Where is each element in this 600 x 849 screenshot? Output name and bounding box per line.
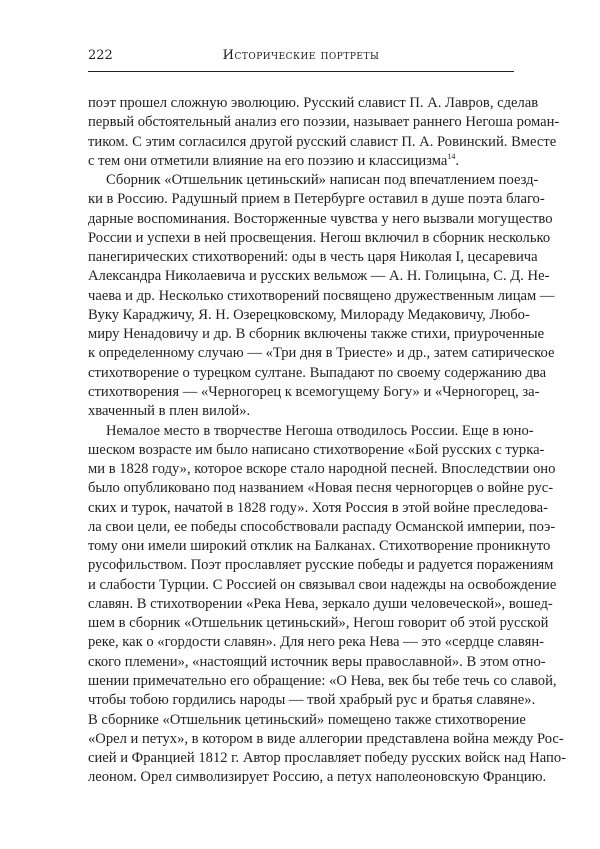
line-text: тому они имели широкий отклик на Балканах. Стихотворение проникнуто — [88, 538, 551, 555]
text-line — [88, 518, 556, 537]
text-line — [88, 730, 564, 749]
line-text: Немалое место в творчестве Негоша отводилось России. Еще в юно- — [106, 422, 534, 439]
header-rule — [88, 71, 514, 72]
line-text: сией и Францией 1812 г. Автор прославляет победу русских войск над Напо- — [88, 750, 566, 767]
line-text: леоном. Орел символизирует Россию, а петух наполеоновскую Францию. — [88, 769, 547, 786]
text-line — [88, 267, 550, 286]
line-text: русофильством. Поэт прославляет русские победы и радуется поражениям — [88, 557, 554, 574]
text-line — [88, 113, 560, 132]
running-header — [88, 48, 514, 70]
line-text: ского племени», «настоящий источник веры православной». В этом отно- — [88, 653, 546, 670]
text-line — [88, 287, 555, 306]
text-line — [88, 614, 549, 633]
text-line — [88, 499, 549, 518]
text-line — [88, 556, 554, 575]
line-text: с тем они отметили влияние на его поэзию и классицизма — [88, 152, 448, 169]
text-line — [88, 422, 534, 441]
line-text: тиком. С этим согласился другой русский славист П. А. Ровинский. Вместе — [88, 133, 557, 150]
line-text: панегирических стихотворений: оды в честь царя Николая I, цесаревича — [88, 249, 538, 266]
text-line — [88, 537, 551, 556]
line-text: к определенному случаю — «Три дня в Триесте» и др., затем сатирическое — [88, 345, 555, 362]
text-line — [88, 229, 551, 248]
text-line — [88, 768, 547, 787]
line-text: ла свои цели, ее победы способствовали распаду Османской империи, поэ- — [88, 518, 556, 535]
line-text: миру Ненадовичу и др. В сборник включены также стихи, приуроченные — [88, 326, 545, 343]
text-line — [88, 364, 547, 383]
text-line — [88, 595, 553, 614]
text-line — [88, 383, 540, 402]
line-text: первый обстоятельный анализ его поэзии, называет раннего Негоша роман- — [88, 114, 560, 131]
text-line — [88, 441, 545, 460]
footnote-ref: 14 — [447, 151, 456, 161]
line-text: ки в Россию. Радушный прием в Петербурге оставил в душе поэта благо- — [88, 191, 545, 208]
line-text: Вуку Караджичу, Я. Н. Озерецковскому, Милораду Медаковичу, Любо- — [88, 306, 530, 323]
line-text: шении примечательно его обращение: «О Нева, век бы тебе течь со славой, — [88, 672, 557, 689]
text-line — [88, 633, 544, 652]
text-line — [88, 672, 557, 691]
line-text: хваченный в плен вилой». — [88, 403, 251, 420]
text-line — [88, 749, 566, 768]
line-text: «Орел и петух», в котором в виде аллегории представлена война между Рос- — [88, 730, 564, 747]
line-text: шем в сборник «Отшельник цетиньский», Негош говорит об этой русской — [88, 615, 549, 632]
line-text: было опубликовано под названием «Новая песня черногорцев о войне рус- — [88, 480, 554, 497]
text-line — [88, 402, 513, 421]
line-text: В сборнике «Отшельник цетиньский» помещено также стихотворение — [88, 711, 526, 728]
line-text: ми в 1828 году», которое вскоре стало народной песней. Впоследствии оно — [88, 461, 556, 478]
line-text: поэт прошел сложную эволюцию. Русский славист П. А. Лавров, сделав — [88, 95, 539, 111]
line-text: стихотворения — «Черногорец к всемогущему Богу» и «Черногорец, за- — [88, 383, 540, 400]
text-line — [88, 691, 536, 710]
text-line — [88, 460, 556, 479]
text-line — [88, 133, 557, 152]
line-text: чтобы тобою гордились народы — твой храбрый рус и братья славяне». — [88, 692, 536, 709]
line-text: Сборник «Отшельник цетиньский» написан под впечатлением поезд- — [106, 172, 539, 189]
line-text: шеском возрасте им было написано стихотворение «Бой русских с турка- — [88, 441, 545, 458]
text-line — [88, 325, 545, 344]
text-line — [88, 344, 555, 363]
line-text: и слабости Турции. С Россией он связывал свои надежды на освобождение — [88, 576, 557, 593]
text-line — [88, 479, 554, 498]
line-tail: . — [455, 152, 459, 169]
text-line — [88, 94, 539, 113]
text-line — [88, 306, 530, 325]
text-line — [88, 171, 539, 190]
page-number: 222 — [88, 48, 113, 63]
line-text: славян. В стихотворении «Река Нева, зеркало души человеческой», вошед- — [88, 595, 553, 612]
line-text: дарные воспоминания. Восторженные чувства у него вызвали могущество — [88, 210, 553, 227]
body-text — [88, 94, 566, 788]
text-line — [88, 248, 538, 267]
text-line — [88, 152, 513, 171]
line-text: реке, как о «гордости славян». Для него река Нева — это «сердце славян- — [88, 634, 544, 651]
line-text: ских и турок, начатой в 1828 году». Хотя Россия в этой войне преследова- — [88, 499, 549, 516]
text-line — [88, 653, 546, 672]
running-title: Исторические портреты — [222, 48, 380, 63]
text-line — [88, 711, 526, 730]
line-text: Александра Николаевича и русских вельмож — А. Н. Голицына, С. Д. Не- — [88, 268, 550, 285]
text-line — [88, 190, 545, 209]
line-text: чаева и др. Несколько стихотворений посвящено дружественным лицам — — [88, 287, 555, 304]
text-line — [88, 210, 553, 229]
line-text: России и успехи в ней просвещения. Негош включил в сборник несколько — [88, 229, 551, 246]
text-line — [88, 576, 557, 595]
line-text: стихотворение о турецком султане. Выпадают по своему содержанию два — [88, 364, 547, 381]
